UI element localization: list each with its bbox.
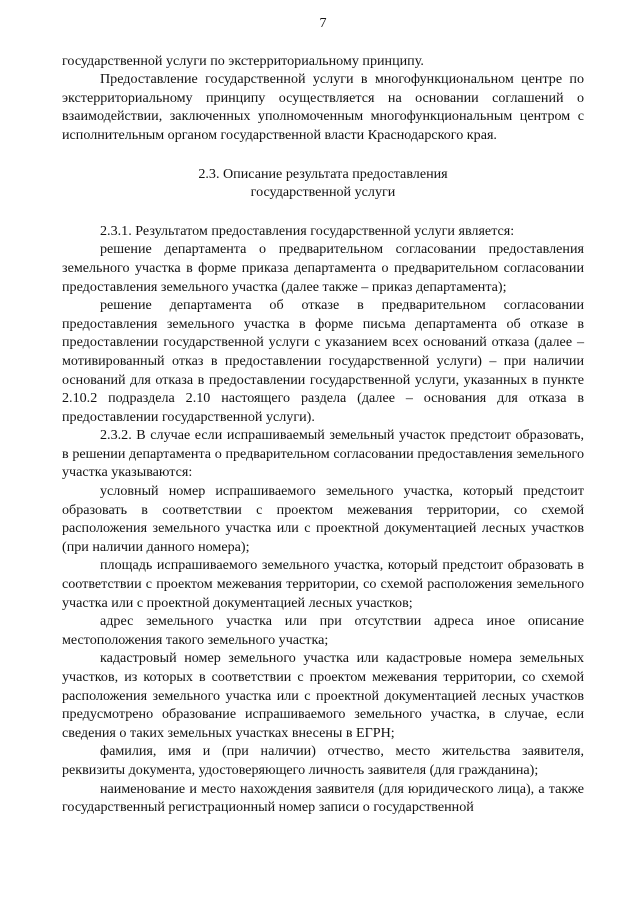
paragraph: кадастровый номер земельного участка или кадастровые номера земельных участков, из которых в соответствии с проектом межевания территории, со схемой расположения земельного участка или с проектной документацией лесных участков предусмотрено образование испрашиваемого земельного участка, в случае, если сведения о таких земельных участках внесены в ЕГРН; — [62, 650, 584, 741]
section-heading — [62, 165, 584, 202]
paragraph-continuation: государственной услуги по экстерриториальному принципу. — [62, 52, 424, 69]
paragraph: решение департамента об отказе в предварительном согласовании предоставления земельного участка в форме письма департамента об отказе в предоставлении государственной услуги с указанием всех оснований отказа (далее – мотивированный отказ в предоставлении государственной услуги) – при наличии оснований для отказа в предоставлении государственной услуги, указанных в пункте 2.10.2 подраздела 2.10 настоящего раздела (далее – основания для отказа в предоставлении государственной услуги). — [62, 297, 584, 425]
clause-2-3-1: 2.3.1. Результатом предоставления государственной услуги является: — [100, 222, 515, 239]
paragraph: площадь испрашиваемого земельного участка, который предстоит образовать в соответствии с проектом межевания территории, со схемой расположения земельного участка или с проектной документацией лесных участков; — [62, 557, 584, 611]
paragraph: решение департамента о предварительном согласовании предоставления земельного участка в форме приказа департамента о предварительном согласовании предоставления земельного участка (далее также – приказ департамента); — [62, 241, 584, 295]
paragraph: условный номер испрашиваемого земельного участка, который предстоит образовать в соответствии с проектом межевания территории, со схемой расположения земельного участка или с проектной документацией лесных участков (при наличии данного номера); — [62, 483, 584, 555]
clause-2-3-2: 2.3.2. В случае если испрашиваемый земельный участок предстоит образовать, в решении департамента о предварительном согласовании предоставления земельного участка указываются: — [62, 427, 584, 481]
section-heading-line-2: государственной услуги — [250, 184, 396, 201]
page-number: 7 — [319, 15, 327, 31]
paragraph: адрес земельного участка или при отсутствии адреса иное описание местоположения такого земельного участка; — [62, 613, 584, 648]
section-heading-line-1: 2.3. Описание результата предоставления — [198, 165, 448, 182]
paragraph: фамилия, имя и (при наличии) отчество, место жительства заявителя, реквизиты документа, удостоверяющего личность заявителя (для гражданина); — [62, 743, 584, 778]
paragraph: Предоставление государственной услуги в многофункциональном центре по экстерриториальному принципу осуществляется на основании соглашений о взаимодействии, заключенных уполномоченным многофункциональным центром с исполнительным органом государственной власти Краснодарского края. — [62, 71, 584, 143]
paragraph: наименование и место нахождения заявителя (для юридического лица), а также государственный регистрационный номер записи о государственной — [62, 780, 584, 816]
